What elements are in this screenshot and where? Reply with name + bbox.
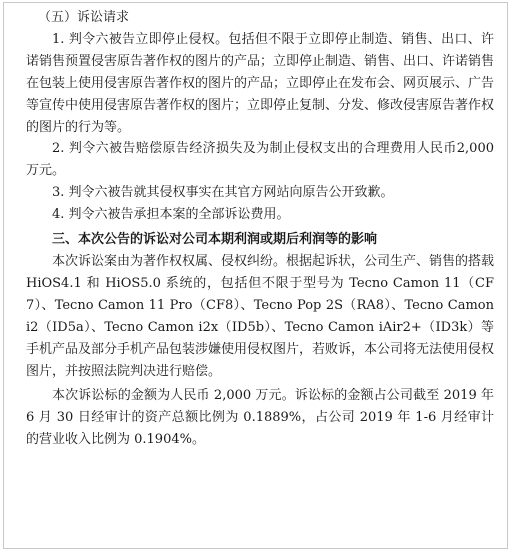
section-heading-profit-impact: 三、本次公告的诉讼对公司本期利润或期后利润等的影响 xyxy=(52,232,378,248)
document-body xyxy=(26,7,494,451)
impact-paragraph-2: 本次诉讼标的金额为人民币 2,000 万元。诉讼标的金额占公司截至 2019 年 6 月 30 日经审计的资产总额比例为 0.1889%，占公司 2019 年 1-6 月经审计的营业收入比例为 0.1904%。 xyxy=(26,388,494,448)
claim-item-4: 4. 判令六被告承担本案的全部诉讼费用。 xyxy=(52,207,290,223)
section-heading-litigation-claims: （五）诉讼请求 xyxy=(38,10,130,25)
claim-item-3: 3. 判令六被告就其侵权事实在其官方网站向原告公开致歉。 xyxy=(52,185,394,201)
claim-item-1: 1. 判令六被告立即停止侵权。包括但不限于立即停止制造、销售、出口、许诺销售预置侵害原告著作权的图片的产品；立即停止制造、销售、出口、许诺销售在包装上使用侵害原告著作权的图片的产品；立即停止在发布会、网页展示、广告等宣传中使用侵害原告著作权的图片；立即停止复制、分发、修改侵害原告著作权的图片的行为等。 xyxy=(26,31,495,135)
impact-paragraph-1: 本次诉讼案由为著作权权属、侵权纠纷。根据起诉状，公司生产、销售的搭载 HiOS4.1 和 HiOS5.0 系统的，包括但不限于型号为 Tecno Camon 11（CF7）、Tecno Camon 11 Pro（CF8）、Tecno Pop 2S（RA8）、Tecno Camon i2（ID5a）、Tecno Camon i2x（ID5b）、Tecno Camon iAir2+（ID3k）等手机产品及部分手机产品包装涉嫌使用侵权图片，若败诉，本公司将无法使用侵权图片，并按照法院判决进行赔偿。 xyxy=(26,253,495,379)
document-frame xyxy=(3,2,508,549)
claim-item-2: 2. 判令六被告赔偿原告经济损失及为制止侵权支出的合理费用人民币2,000万元。 xyxy=(26,141,494,179)
